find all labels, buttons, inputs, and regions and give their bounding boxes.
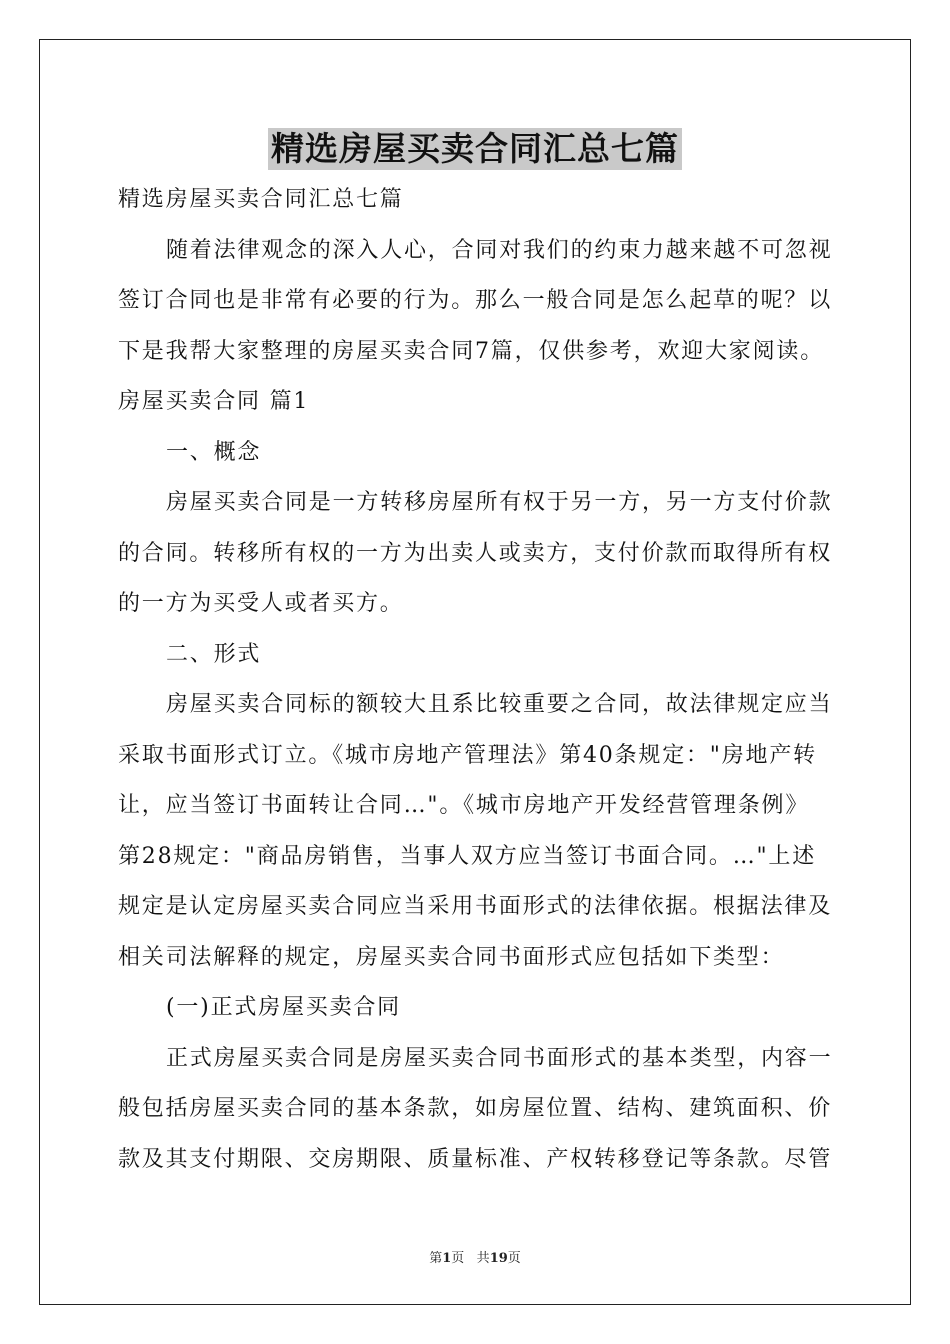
page-number: 1 — [442, 1251, 452, 1266]
text-line: 的一方为买受人或者买方。 — [118, 591, 404, 616]
text-line: 签订合同也是非常有必要的行为。那么一般合同是怎么起草的呢？以 — [118, 288, 833, 313]
text-line: 房屋买卖合同 篇1 — [118, 389, 310, 414]
text-line: 第28规定："商品房销售，当事人双方应当签订书面合同。…"上述 — [118, 843, 817, 869]
text-line: 二、形式 — [166, 641, 262, 667]
text-line: 正式房屋买卖合同是房屋买卖合同书面形式的基本类型，内容一 — [166, 1045, 833, 1071]
text-line: 采取书面形式订立。《城市房地产管理法》第40条规定："房地产转 — [118, 742, 817, 768]
text-line: 房屋买卖合同是一方转移房屋所有权于另一方，另一方支付价款 — [166, 490, 833, 515]
text-line: 款及其支付期限、交房期限、质量标准、产权转移登记等条款。尽管 — [118, 1146, 833, 1172]
footer-page-suffix: 页 — [451, 1251, 465, 1266]
text-line: 规定是认定房屋买卖合同应当采用书面形式的法律依据。根据法律及 — [118, 894, 833, 919]
text-line: 的合同。转移所有权的一方为出卖人或卖方，支付价款而取得所有权 — [118, 540, 833, 566]
document-title: 精选房屋买卖合同汇总七篇 — [268, 128, 682, 170]
text-line: 随着法律观念的深入人心，合同对我们的约束力越来越不可忽视 — [166, 237, 833, 263]
text-line: (一)正式房屋买卖合同 — [166, 995, 401, 1020]
text-line: 让，应当签订书面转让合同…"。《城市房地产开发经营管理条例》 — [118, 793, 810, 818]
title-container — [0, 128, 950, 170]
footer-total-suffix: 页 — [507, 1251, 521, 1266]
text-line: 下是我帮大家整理的房屋买卖合同7篇，仅供参考，欢迎大家阅读。 — [118, 338, 824, 364]
text-line: 精选房屋买卖合同汇总七篇 — [118, 187, 404, 212]
text-line: 般包括房屋买卖合同的基本条款，如房屋位置、结构、建筑面积、价 — [118, 1096, 833, 1121]
text-line: 房屋买卖合同标的额较大且系比较重要之合同，故法律规定应当 — [166, 692, 833, 717]
page-footer — [0, 1247, 950, 1266]
text-line: 相关司法解释的规定，房屋买卖合同书面形式应包括如下类型： — [118, 944, 785, 970]
document-body — [118, 178, 836, 1188]
total-pages: 19 — [489, 1251, 508, 1266]
text-line: 一、概念 — [166, 439, 262, 465]
footer-prefix: 第 — [429, 1251, 443, 1266]
footer-total-prefix: 共 — [476, 1251, 490, 1266]
